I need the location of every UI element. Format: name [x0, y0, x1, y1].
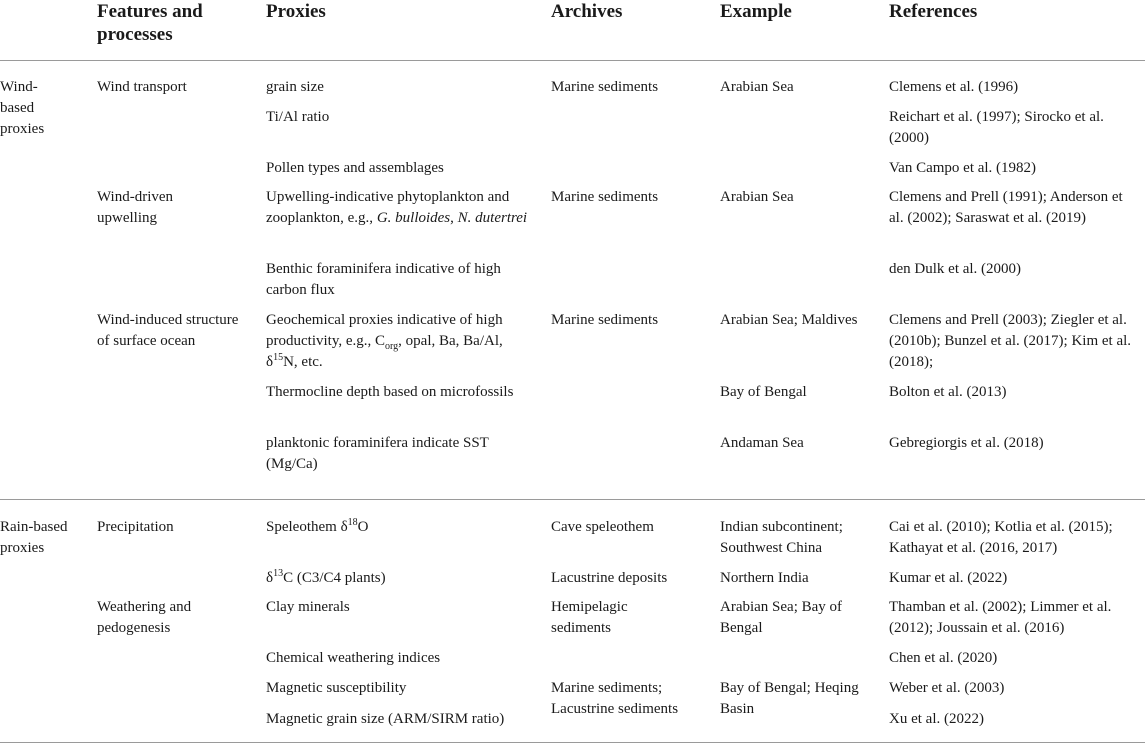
cell-proxy: Geochemical proxies indicative of high productivity, e.g., $C_{org}$, opal, Ba, Ba/Al, $\delta^{15}N$, etc. — [266, 312, 503, 370]
header-features: Features and processes — [97, 1, 203, 45]
cell-reference: Gebregiorgis et al. (2018) — [889, 435, 1044, 451]
cell-proxy: Benthic foraminifera indicative of high carbon flux — [266, 261, 501, 298]
header-proxies: Proxies — [266, 1, 326, 22]
cell-feature: Wind transport — [97, 79, 187, 95]
cell-reference: Thamban et al. (2002); Limmer et al. (2012); Joussain et al. (2016) — [889, 599, 1112, 636]
cell-proxy: Magnetic grain size (ARM/SIRM ratio) — [266, 711, 505, 727]
cell-proxy: Speleothem $\delta^{18}O$ — [266, 517, 369, 535]
cell-reference: Cai et al. (2010); Kotlia et al. (2015); Kathayat et al. (2016, 2017) — [889, 519, 1113, 556]
cell-reference: Xu et al. (2022) — [889, 711, 984, 727]
group-label: Wind-based proxies — [0, 79, 45, 137]
group-label: Rain-based proxies — [0, 519, 68, 556]
cell-reference: Kumar et al. (2022) — [889, 570, 1008, 586]
cell-proxy: planktonic foraminifera indicate SST (Mg/Ca) — [266, 435, 489, 472]
cell-example: Bay of Bengal; Heqing Basin — [720, 680, 859, 717]
cell-example: Andaman Sea — [720, 435, 804, 451]
cell-reference: Weber et al. (2003) — [889, 680, 1005, 696]
cell-archive: Marine sediments; Lacustrine sediments — [551, 680, 679, 717]
cell-reference: Clemens and Prell (2003); Ziegler et al. (2010b); Bunzel et al. (2017); Kim et al. (2018); — [889, 312, 1132, 370]
cell-proxy: Thermocline depth based on microfossils — [266, 384, 514, 400]
cell-feature: Precipitation — [97, 519, 174, 535]
cell-proxy: $\delta^{13}C$ (C3/C4 plants) — [266, 568, 386, 586]
cell-archive: Lacustrine deposits — [551, 570, 668, 586]
header-references: References — [889, 1, 978, 22]
cell-archive: Marine sediments — [551, 312, 659, 328]
cell-proxy: Pollen types and assemblages — [266, 160, 444, 176]
cell-reference: Chen et al. (2020) — [889, 650, 998, 666]
cell-example: Arabian Sea; Maldives — [720, 312, 858, 328]
cell-archive: Marine sediments — [551, 189, 659, 205]
cell-reference: den Dulk et al. (2000) — [889, 261, 1022, 277]
cell-feature: Wind-induced structure of surface ocean — [97, 312, 239, 349]
cell-example: Indian subcontinent; Southwest China — [720, 519, 843, 556]
cell-example: Bay of Bengal — [720, 384, 807, 400]
cell-proxy: Magnetic susceptibility — [266, 680, 407, 696]
cell-example: Arabian Sea — [720, 79, 794, 95]
cell-example: Arabian Sea; Bay of Bengal — [720, 599, 843, 636]
cell-proxy: Upwelling-indicative phytoplankton and zooplankton, e.g., G. bulloides, N. dutertrei — [266, 189, 528, 226]
cell-feature: Weathering and pedogenesis — [97, 599, 192, 636]
cell-reference: Reichart et al. (1997); Sirocko et al. (2000) — [889, 109, 1104, 146]
cell-reference: Bolton et al. (2013) — [889, 384, 1007, 400]
cell-proxy: grain size — [266, 79, 324, 95]
header-example: Example — [720, 1, 792, 22]
cell-example: Arabian Sea — [720, 189, 794, 205]
cell-feature: Wind-driven upwelling — [97, 189, 174, 226]
header-archives: Archives — [551, 1, 623, 22]
cell-reference: Clemens et al. (1996) — [889, 79, 1019, 95]
cell-example: Northern India — [720, 570, 809, 586]
cell-reference: Clemens and Prell (1991); Anderson et al. (2002); Saraswat et al. (2019) — [889, 189, 1123, 226]
cell-archive: Marine sediments — [551, 79, 659, 95]
cell-proxy: Ti/Al ratio — [266, 109, 330, 125]
cell-proxy: Chemical weathering indices — [266, 650, 441, 666]
cell-proxy: Clay minerals — [266, 599, 350, 615]
cell-archive: Cave speleothem — [551, 519, 654, 535]
cell-archive: Hemipelagic sediments — [551, 599, 628, 636]
header-rule — [0, 60, 1145, 61]
cell-reference: Van Campo et al. (1982) — [889, 160, 1037, 176]
group-rule — [0, 499, 1145, 500]
bottom-rule — [0, 742, 1145, 743]
